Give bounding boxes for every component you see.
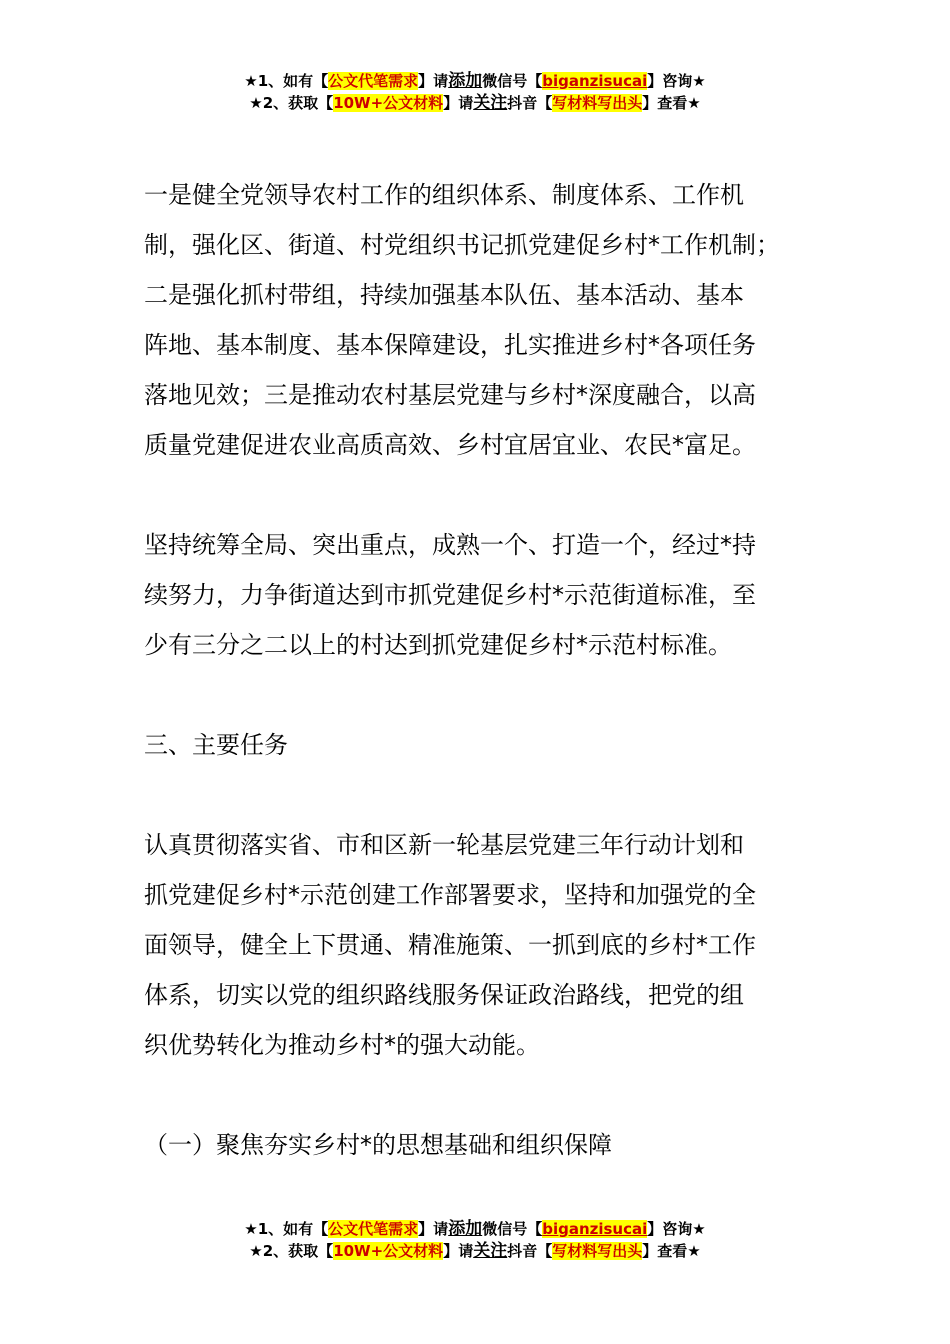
banner-highlight-service: 公文代笔需求 (328, 1220, 419, 1238)
banner-text: 】请 (443, 1242, 474, 1260)
text-line: 少有三分之二以上的村达到抓党建促乡村*示范村标准。 (144, 631, 732, 659)
banner-highlight-wechat-id: biganzisucai (542, 1220, 648, 1238)
banner-emphasis: 添加 (448, 1219, 483, 1239)
banner-emphasis: 添加 (448, 71, 483, 91)
text-line: 制，强化区、街道、村党组织书记抓党建促乡村*工作机制； (144, 231, 780, 259)
text-line: 体系，切实以党的组织路线服务保证政治路线，把党的组 (144, 981, 744, 1009)
banner-text: 】请 (418, 72, 449, 90)
banner-text: 】请 (443, 94, 474, 112)
banner-line-2 (0, 92, 950, 114)
text-line: 二是强化抓村带组，持续加强基本队伍、基本活动、基本 (144, 281, 744, 309)
banner-text: 抖音【 (507, 1242, 553, 1260)
text-line: 落地见效；三是推动农村基层党建与乡村*深度融合，以高 (144, 381, 756, 409)
banner-text: 微信号【 (482, 1220, 543, 1238)
section-heading (144, 720, 834, 770)
subsection-heading (144, 1120, 834, 1170)
banner-line-1 (0, 70, 950, 92)
banner-text: 】咨询★ (647, 72, 706, 90)
banner-line-2 (0, 1240, 950, 1262)
banner-emphasis: 关注 (473, 1241, 508, 1261)
banner-highlight-douyin: 写材料写出头 (552, 94, 643, 112)
paragraph-1 (144, 170, 834, 470)
text-line: 织优势转化为推动乡村*的强大动能。 (144, 1031, 540, 1059)
banner-line-1 (0, 1218, 950, 1240)
banner-text: 微信号【 (482, 72, 543, 90)
banner-text: ★1、如有【 (244, 1220, 329, 1238)
banner-text: 】查看★ (642, 1242, 701, 1260)
document-body (144, 170, 834, 1220)
banner-highlight-wechat-id: biganzisucai (542, 72, 648, 90)
text-line: 质量党建促进农业高质高效、乡村宜居宜业、农民*富足。 (144, 431, 756, 459)
banner-highlight-service: 公文代笔需求 (328, 72, 419, 90)
banner-text: 】请 (418, 1220, 449, 1238)
text-line: 面领导，健全上下贯通、精准施策、一抓到底的乡村*工作 (144, 931, 756, 959)
text-line: 坚持统筹全局、突出重点，成熟一个、打造一个，经过*持 (144, 531, 756, 559)
text-line: 抓党建促乡村*示范创建工作部署要求，坚持和加强党的全 (144, 881, 756, 909)
banner-text: ★2、获取【 (249, 1242, 334, 1260)
paragraph-2 (144, 520, 834, 670)
banner-highlight-materials: 10W+公文材料 (333, 94, 444, 112)
banner-highlight-douyin: 写材料写出头 (552, 1242, 643, 1260)
text-line: 认真贯彻落实省、市和区新一轮基层党建三年行动计划和 (144, 831, 744, 859)
banner-text: 抖音【 (507, 94, 553, 112)
banner-text: ★1、如有【 (244, 72, 329, 90)
header-banner (0, 70, 950, 114)
banner-text: 】查看★ (642, 94, 701, 112)
banner-text: 】咨询★ (647, 1220, 706, 1238)
section-heading-text: 三、主要任务 (144, 731, 288, 759)
text-line: 一是健全党领导农村工作的组织体系、制度体系、工作机 (144, 181, 744, 209)
text-line: 续努力，力争街道达到市抓党建促乡村*示范街道标准，至 (144, 581, 756, 609)
paragraph-3 (144, 820, 834, 1070)
subsection-heading-text: （一）聚焦夯实乡村*的思想基础和组织保障 (144, 1131, 612, 1159)
text-line: 阵地、基本制度、基本保障建设，扎实推进乡村*各项任务 (144, 331, 756, 359)
footer-banner (0, 1218, 950, 1262)
banner-text: ★2、获取【 (249, 94, 334, 112)
banner-emphasis: 关注 (473, 93, 508, 113)
banner-highlight-materials: 10W+公文材料 (333, 1242, 444, 1260)
